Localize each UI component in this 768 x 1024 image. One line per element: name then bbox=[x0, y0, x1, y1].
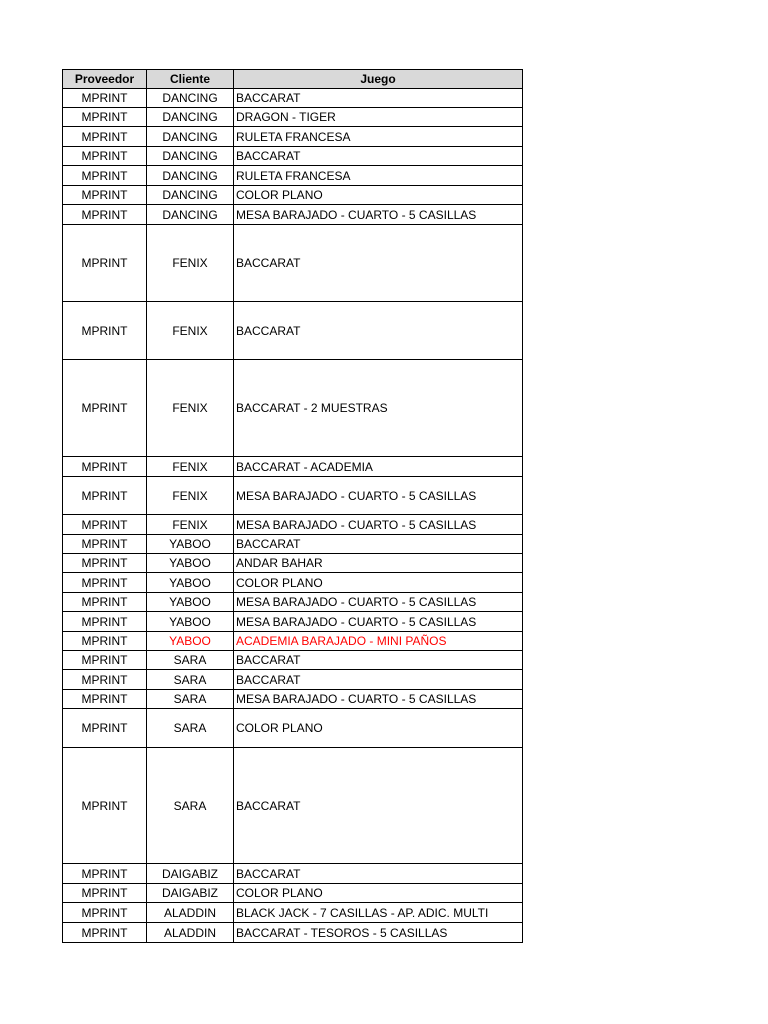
header-row bbox=[63, 70, 523, 89]
cell-juego[interactable]: RULETA FRANCESA bbox=[234, 166, 523, 186]
table-row bbox=[63, 457, 523, 477]
cell-proveedor[interactable]: MPRINT bbox=[63, 186, 147, 205]
cell-juego[interactable]: BACCARAT bbox=[234, 864, 523, 884]
cell-proveedor[interactable]: MPRINT bbox=[63, 535, 147, 554]
table-row bbox=[63, 593, 523, 612]
cell-cliente[interactable]: YABOO bbox=[147, 573, 234, 593]
cell-proveedor[interactable]: MPRINT bbox=[63, 612, 147, 632]
cell-juego[interactable]: BACCARAT bbox=[234, 535, 523, 554]
cell-cliente[interactable]: DANCING bbox=[147, 205, 234, 225]
table-row bbox=[63, 302, 523, 360]
cell-juego[interactable]: ANDAR BAHAR bbox=[234, 554, 523, 573]
cell-cliente[interactable]: YABOO bbox=[147, 612, 234, 632]
table-row bbox=[63, 903, 523, 923]
cell-proveedor[interactable]: MPRINT bbox=[63, 651, 147, 670]
cell-cliente[interactable]: SARA bbox=[147, 651, 234, 670]
cell-juego[interactable]: COLOR PLANO bbox=[234, 709, 523, 748]
cell-proveedor[interactable]: MPRINT bbox=[63, 108, 147, 127]
table-header bbox=[63, 70, 523, 89]
cell-cliente[interactable]: FENIX bbox=[147, 457, 234, 477]
table-row bbox=[63, 360, 523, 457]
cell-proveedor[interactable]: MPRINT bbox=[63, 923, 147, 943]
column-header-proveedor[interactable]: Proveedor bbox=[63, 70, 147, 89]
cell-proveedor[interactable]: MPRINT bbox=[63, 166, 147, 186]
spreadsheet-table bbox=[62, 69, 523, 943]
table-body bbox=[63, 89, 523, 943]
cell-juego[interactable]: MESA BARAJADO - CUARTO - 5 CASILLAS bbox=[234, 593, 523, 612]
cell-cliente[interactable]: DANCING bbox=[147, 186, 234, 205]
cell-juego[interactable]: MESA BARAJADO - CUARTO - 5 CASILLAS bbox=[234, 515, 523, 535]
table-row bbox=[63, 147, 523, 166]
table-row bbox=[63, 884, 523, 903]
cell-juego[interactable]: BACCARAT bbox=[234, 147, 523, 166]
cell-juego[interactable]: ACADEMIA BARAJADO - MINI PAÑOS bbox=[234, 632, 523, 651]
cell-cliente[interactable]: FENIX bbox=[147, 477, 234, 515]
cell-juego[interactable]: BACCARAT bbox=[234, 670, 523, 690]
table-row bbox=[63, 127, 523, 147]
cell-proveedor[interactable]: MPRINT bbox=[63, 457, 147, 477]
cell-proveedor[interactable]: MPRINT bbox=[63, 477, 147, 515]
cell-proveedor[interactable]: MPRINT bbox=[63, 593, 147, 612]
table-row bbox=[63, 651, 523, 670]
cell-cliente[interactable]: DAIGABIZ bbox=[147, 884, 234, 903]
table-row bbox=[63, 225, 523, 302]
table-row bbox=[63, 515, 523, 535]
cell-juego[interactable]: BACCARAT - TESOROS - 5 CASILLAS bbox=[234, 923, 523, 943]
cell-proveedor[interactable]: MPRINT bbox=[63, 864, 147, 884]
cell-cliente[interactable]: SARA bbox=[147, 748, 234, 864]
cell-juego[interactable]: BACCARAT bbox=[234, 748, 523, 864]
table-row bbox=[63, 612, 523, 632]
cell-cliente[interactable]: DANCING bbox=[147, 127, 234, 147]
table-row bbox=[63, 477, 523, 515]
cell-proveedor[interactable]: MPRINT bbox=[63, 205, 147, 225]
cell-proveedor[interactable]: MPRINT bbox=[63, 127, 147, 147]
table-row bbox=[63, 748, 523, 864]
table-row bbox=[63, 923, 523, 943]
cell-juego[interactable]: MESA BARAJADO - CUARTO - 5 CASILLAS bbox=[234, 477, 523, 515]
table-row bbox=[63, 864, 523, 884]
table-row bbox=[63, 166, 523, 186]
cell-juego[interactable]: BACCARAT bbox=[234, 225, 523, 302]
cell-proveedor[interactable]: MPRINT bbox=[63, 302, 147, 360]
table-row bbox=[63, 573, 523, 593]
table-row bbox=[63, 108, 523, 127]
cell-cliente[interactable]: YABOO bbox=[147, 593, 234, 612]
cell-juego[interactable]: BACCARAT bbox=[234, 89, 523, 108]
cell-proveedor[interactable]: MPRINT bbox=[63, 884, 147, 903]
cell-cliente[interactable]: YABOO bbox=[147, 632, 234, 651]
cell-juego[interactable]: MESA BARAJADO - CUARTO - 5 CASILLAS bbox=[234, 612, 523, 632]
cell-cliente[interactable]: FENIX bbox=[147, 302, 234, 360]
cell-proveedor[interactable]: MPRINT bbox=[63, 632, 147, 651]
table-row bbox=[63, 690, 523, 709]
table-row bbox=[63, 535, 523, 554]
cell-proveedor[interactable]: MPRINT bbox=[63, 690, 147, 709]
cell-cliente[interactable]: DANCING bbox=[147, 166, 234, 186]
cell-juego[interactable]: DRAGON - TIGER bbox=[234, 108, 523, 127]
cell-proveedor[interactable]: MPRINT bbox=[63, 573, 147, 593]
cell-proveedor[interactable]: MPRINT bbox=[63, 709, 147, 748]
cell-cliente[interactable]: YABOO bbox=[147, 535, 234, 554]
table-row bbox=[63, 205, 523, 225]
cell-juego[interactable]: COLOR PLANO bbox=[234, 884, 523, 903]
cell-proveedor[interactable]: MPRINT bbox=[63, 360, 147, 457]
cell-juego[interactable]: MESA BARAJADO - CUARTO - 5 CASILLAS bbox=[234, 205, 523, 225]
cell-proveedor[interactable]: MPRINT bbox=[63, 748, 147, 864]
table-row bbox=[63, 186, 523, 205]
table-row bbox=[63, 89, 523, 108]
table-row bbox=[63, 670, 523, 690]
cell-cliente[interactable]: SARA bbox=[147, 690, 234, 709]
cell-juego[interactable]: RULETA FRANCESA bbox=[234, 127, 523, 147]
cell-cliente[interactable]: SARA bbox=[147, 709, 234, 748]
column-header-juego[interactable]: Juego bbox=[234, 70, 523, 89]
cell-proveedor[interactable]: MPRINT bbox=[63, 515, 147, 535]
cell-juego[interactable]: BACCARAT - ACADEMIA bbox=[234, 457, 523, 477]
cell-cliente[interactable]: DAIGABIZ bbox=[147, 864, 234, 884]
cell-proveedor[interactable]: MPRINT bbox=[63, 903, 147, 923]
cell-juego[interactable]: COLOR PLANO bbox=[234, 573, 523, 593]
cell-juego[interactable]: MESA BARAJADO - CUARTO - 5 CASILLAS bbox=[234, 690, 523, 709]
table-row bbox=[63, 554, 523, 573]
cell-juego[interactable]: BLACK JACK - 7 CASILLAS - AP. ADIC. MULTI bbox=[234, 903, 523, 923]
cell-proveedor[interactable]: MPRINT bbox=[63, 225, 147, 302]
table-row bbox=[63, 632, 523, 651]
cell-proveedor[interactable]: MPRINT bbox=[63, 147, 147, 166]
column-header-cliente[interactable]: Cliente bbox=[147, 70, 234, 89]
cell-cliente[interactable]: FENIX bbox=[147, 360, 234, 457]
cell-cliente[interactable]: SARA bbox=[147, 670, 234, 690]
cell-proveedor[interactable]: MPRINT bbox=[63, 554, 147, 573]
cell-cliente[interactable]: FENIX bbox=[147, 225, 234, 302]
cell-cliente[interactable]: DANCING bbox=[147, 108, 234, 127]
cell-cliente[interactable]: YABOO bbox=[147, 554, 234, 573]
cell-cliente[interactable]: ALADDIN bbox=[147, 903, 234, 923]
cell-cliente[interactable]: DANCING bbox=[147, 89, 234, 108]
cell-juego[interactable]: BACCARAT - 2 MUESTRAS bbox=[234, 360, 523, 457]
table-row bbox=[63, 709, 523, 748]
cell-proveedor[interactable]: MPRINT bbox=[63, 89, 147, 108]
cell-cliente[interactable]: DANCING bbox=[147, 147, 234, 166]
cell-juego[interactable]: COLOR PLANO bbox=[234, 186, 523, 205]
cell-juego[interactable]: BACCARAT bbox=[234, 651, 523, 670]
cell-cliente[interactable]: FENIX bbox=[147, 515, 234, 535]
cell-proveedor[interactable]: MPRINT bbox=[63, 670, 147, 690]
cell-cliente[interactable]: ALADDIN bbox=[147, 923, 234, 943]
cell-juego[interactable]: BACCARAT bbox=[234, 302, 523, 360]
